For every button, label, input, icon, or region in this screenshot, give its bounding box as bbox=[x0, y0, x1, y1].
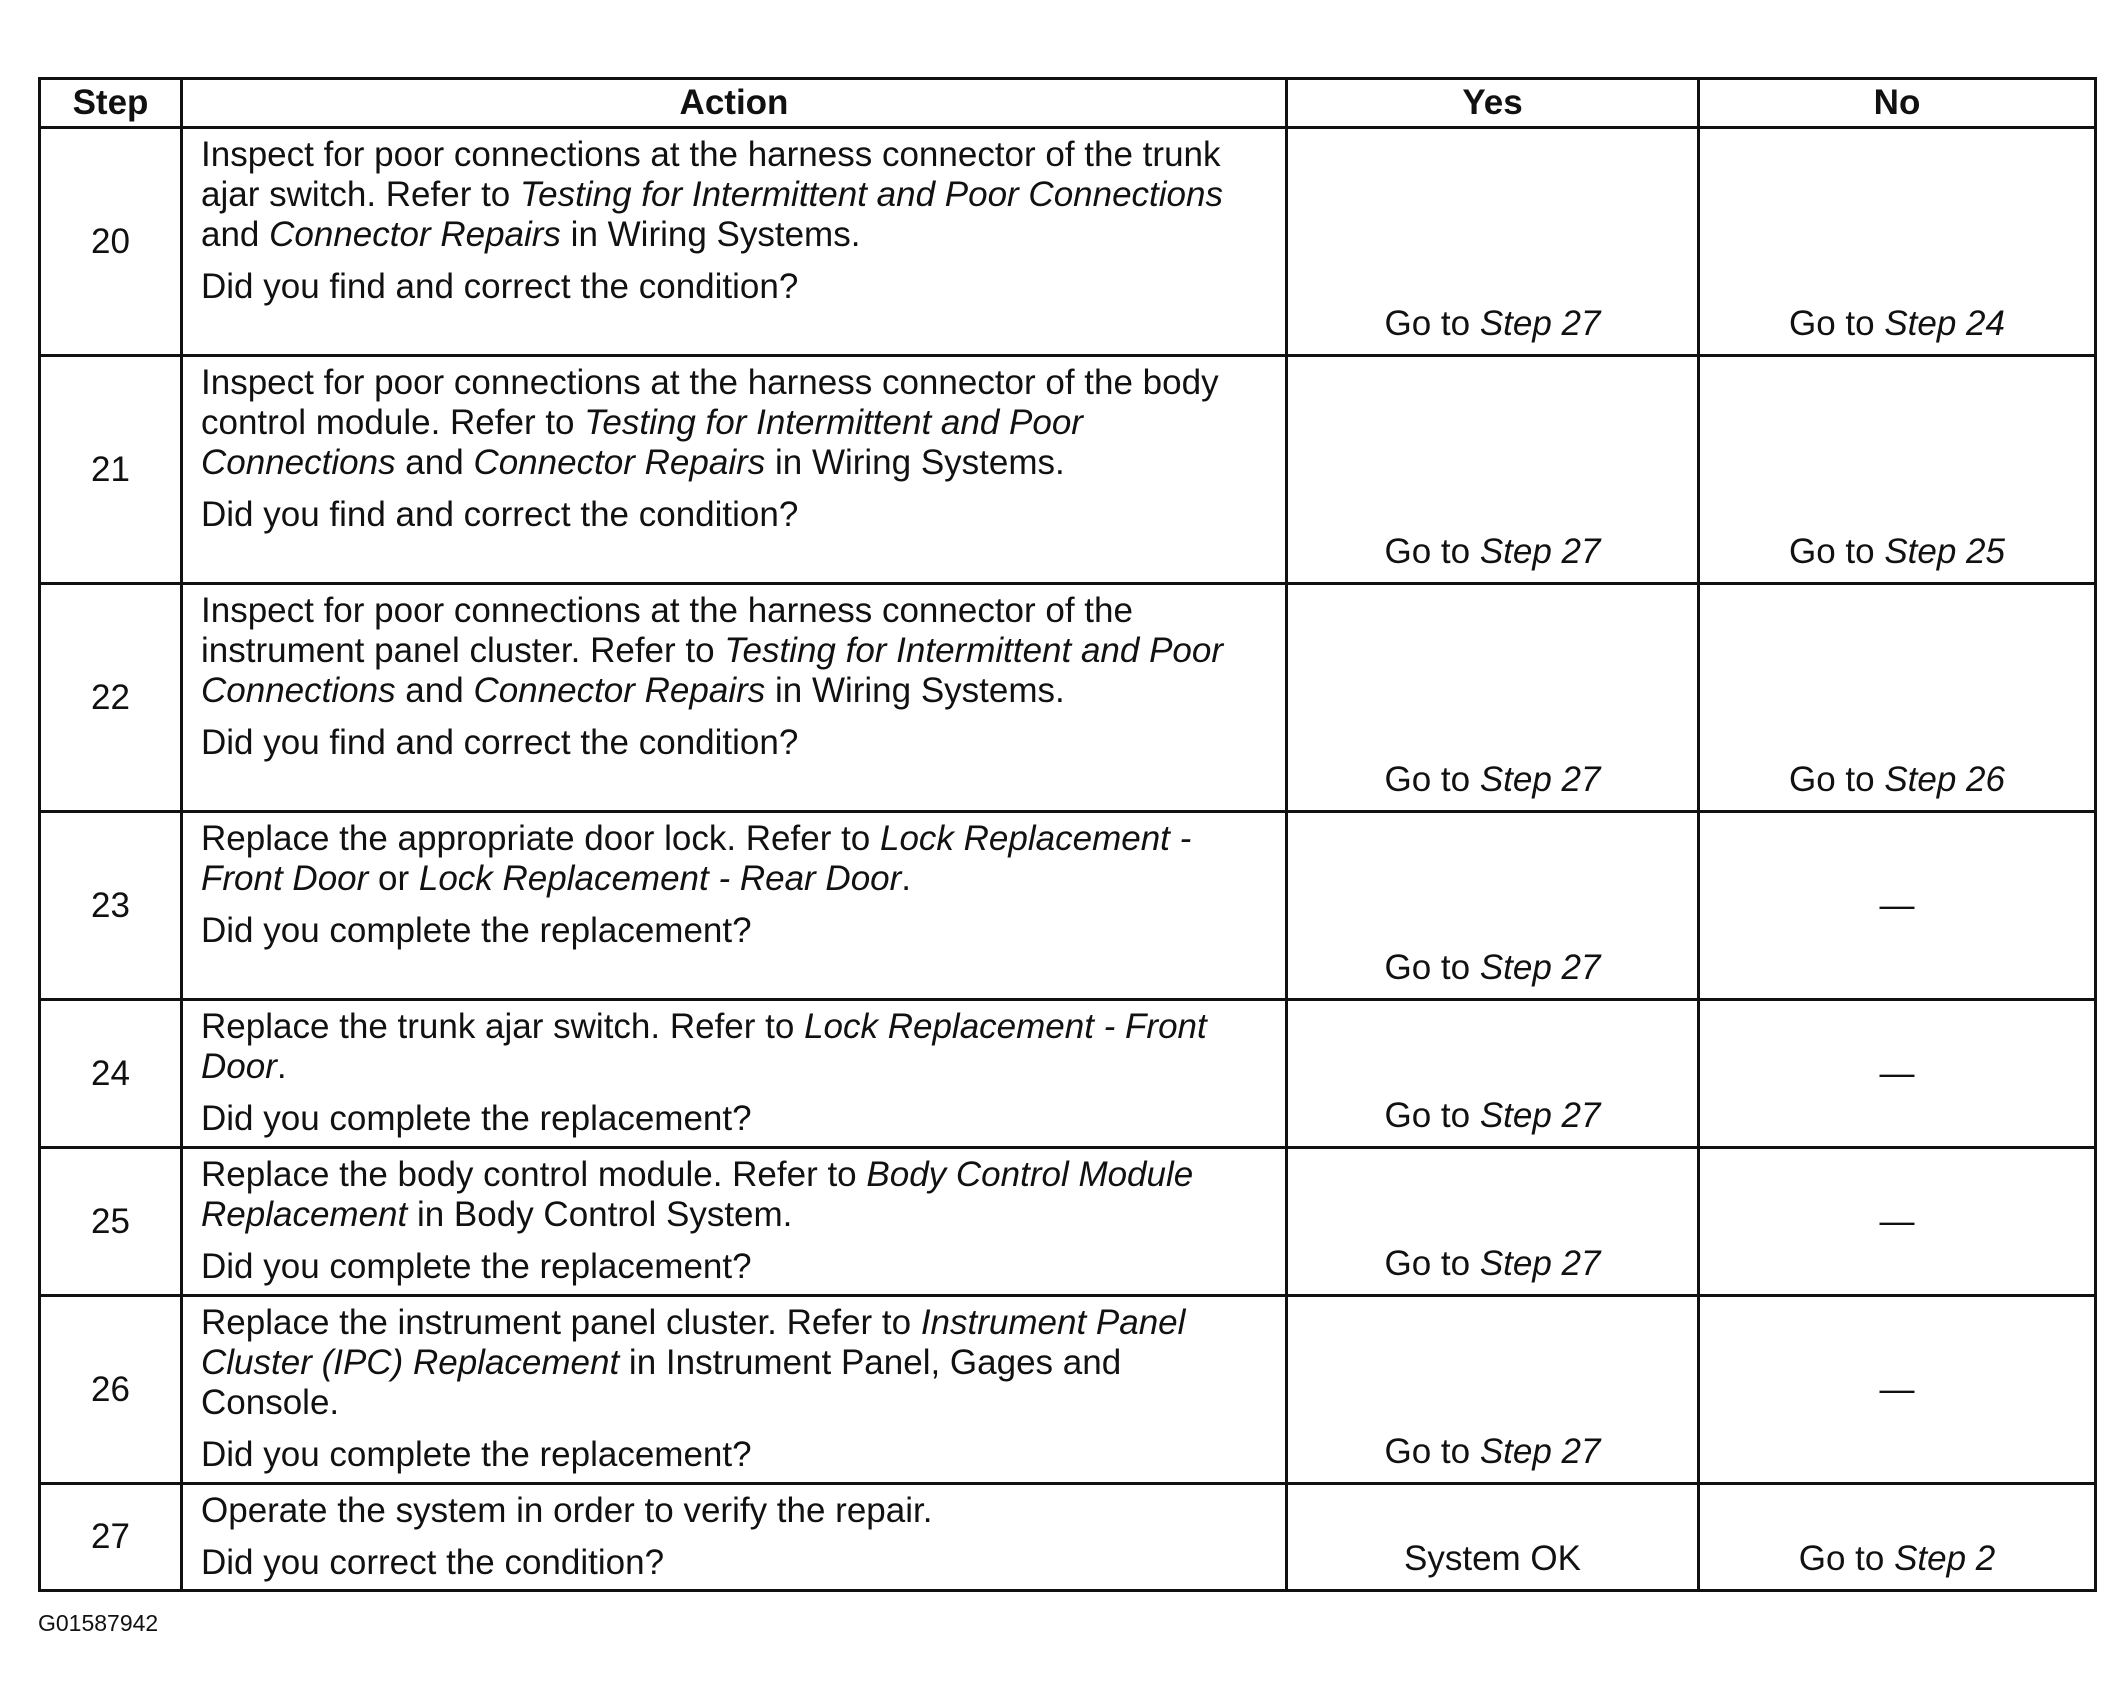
action-cell bbox=[182, 1296, 1287, 1484]
action-segment: Operate the system in order to verify the repair. bbox=[201, 1491, 933, 1530]
question-text: Did you complete the replacement? bbox=[201, 1435, 752, 1474]
action-text bbox=[201, 1303, 1269, 1423]
goto-step-ref: Step 24 bbox=[1884, 304, 2005, 343]
yes-outcome bbox=[1287, 356, 1699, 584]
reference-title: Connector Repairs bbox=[269, 215, 561, 254]
action-segment: Replace the appropriate door lock. Refer to bbox=[201, 819, 880, 858]
question-text: Did you find and correct the condition? bbox=[201, 267, 799, 306]
not-applicable-dash: — bbox=[1879, 1201, 1915, 1241]
header-action: Action bbox=[182, 79, 1287, 128]
goto-prefix: Go to bbox=[1798, 1539, 1895, 1578]
question-text: Did you complete the replacement? bbox=[201, 1099, 752, 1138]
table-row bbox=[40, 128, 2096, 356]
table-row bbox=[40, 1484, 2096, 1591]
action-cell bbox=[182, 584, 1287, 812]
action-segment: in Wiring Systems. bbox=[560, 215, 861, 254]
goto-step-ref: Step 2 bbox=[1894, 1539, 1996, 1578]
yes-outcome bbox=[1287, 1484, 1699, 1591]
figure-id: G01587942 bbox=[38, 1610, 159, 1636]
action-segment: in Instrument Panel, Gages and Console. bbox=[201, 1343, 1122, 1422]
header-yes: Yes bbox=[1287, 79, 1699, 128]
table-row bbox=[40, 1296, 2096, 1484]
action-segment: Replace the instrument panel cluster. Refer to bbox=[201, 1303, 921, 1342]
action-segment: and bbox=[395, 443, 474, 482]
question-text: Did you find and correct the condition? bbox=[201, 723, 799, 762]
yes-outcome bbox=[1287, 1000, 1699, 1148]
goto-step-ref: Step 27 bbox=[1479, 1096, 1601, 1135]
action-cell bbox=[182, 1484, 1287, 1591]
question-text: Did you complete the replacement? bbox=[201, 911, 752, 950]
step-number: 23 bbox=[40, 812, 182, 1000]
step-number: 21 bbox=[40, 356, 182, 584]
goto-prefix: Go to bbox=[1384, 948, 1480, 987]
no-outcome bbox=[1699, 1000, 2096, 1148]
action-text bbox=[201, 1155, 1269, 1235]
question-text: Did you find and correct the condition? bbox=[201, 495, 799, 534]
not-applicable-dash: — bbox=[1879, 1053, 1915, 1093]
action-segment: in Body Control System. bbox=[407, 1195, 793, 1234]
no-outcome bbox=[1699, 1148, 2096, 1296]
reference-title: Instrument Panel Cluster (IPC) Replacement bbox=[201, 1303, 1186, 1382]
action-segment: Replace the body control module. Refer to bbox=[201, 1155, 867, 1194]
step-number: 27 bbox=[40, 1484, 182, 1591]
step-number: 20 bbox=[40, 128, 182, 356]
question-text: Did you complete the replacement? bbox=[201, 1247, 752, 1286]
step-number: 24 bbox=[40, 1000, 182, 1148]
action-text bbox=[201, 1491, 1269, 1531]
table-body bbox=[40, 128, 2096, 1591]
action-segment: Inspect for poor connections at the harness connector of the trunk ajar switch. Refer to bbox=[201, 135, 1221, 214]
goto-step-ref: Step 27 bbox=[1479, 1244, 1601, 1283]
action-cell bbox=[182, 1148, 1287, 1296]
reference-title: Body Control Module Replacement bbox=[201, 1155, 1194, 1234]
goto-prefix: Go to bbox=[1384, 532, 1480, 571]
goto-step-ref: Step 25 bbox=[1884, 532, 2005, 571]
reference-title: Testing for Intermittent and Poor Connections bbox=[201, 403, 1083, 482]
action-segment: . bbox=[901, 859, 912, 898]
no-outcome bbox=[1699, 128, 2096, 356]
goto-prefix: Go to bbox=[1384, 1244, 1480, 1283]
action-segment: Inspect for poor connections at the harness connector of the instrument panel cluster. Refer to bbox=[201, 591, 1133, 670]
goto-step-ref: Step 27 bbox=[1479, 1432, 1601, 1471]
action-segment: in Wiring Systems. bbox=[765, 443, 1065, 482]
reference-title: Testing for Intermittent and Poor Connections bbox=[201, 631, 1224, 710]
yes-outcome bbox=[1287, 1148, 1699, 1296]
reference-title: Lock Replacement - Rear Door bbox=[418, 859, 902, 898]
goto-step-ref: Step 27 bbox=[1479, 532, 1601, 571]
goto-prefix: Go to bbox=[1789, 532, 1885, 571]
goto-prefix: Go to bbox=[1384, 1432, 1480, 1471]
action-cell bbox=[182, 356, 1287, 584]
goto-step-ref: Step 27 bbox=[1479, 760, 1601, 799]
action-segment: . bbox=[276, 1047, 287, 1086]
goto-step-ref: Step 26 bbox=[1884, 760, 2005, 799]
header-step: Step bbox=[40, 79, 182, 128]
table-row bbox=[40, 812, 2096, 1000]
action-cell bbox=[182, 1000, 1287, 1148]
table-row bbox=[40, 1000, 2096, 1148]
goto-prefix: Go to bbox=[1384, 760, 1480, 799]
table-row bbox=[40, 584, 2096, 812]
outcome-text: System OK bbox=[1404, 1539, 1581, 1578]
action-segment: Inspect for poor connections at the harness connector of the body control module. Refer to bbox=[201, 363, 1219, 442]
question-text: Did you correct the condition? bbox=[201, 1543, 665, 1582]
header-no: No bbox=[1699, 79, 2096, 128]
table-header-row bbox=[40, 79, 2096, 128]
reference-title: Connector Repairs bbox=[473, 671, 766, 710]
goto-prefix: Go to bbox=[1384, 1096, 1480, 1135]
action-segment: and bbox=[395, 671, 474, 710]
step-number: 22 bbox=[40, 584, 182, 812]
action-segment: and bbox=[201, 215, 270, 254]
action-text bbox=[201, 591, 1269, 711]
action-text bbox=[201, 135, 1269, 255]
action-cell bbox=[182, 128, 1287, 356]
action-segment: or bbox=[368, 859, 419, 898]
step-number: 25 bbox=[40, 1148, 182, 1296]
goto-prefix: Go to bbox=[1789, 760, 1885, 799]
yes-outcome bbox=[1287, 128, 1699, 356]
yes-outcome bbox=[1287, 584, 1699, 812]
no-outcome bbox=[1699, 1484, 2096, 1591]
no-outcome bbox=[1699, 812, 2096, 1000]
goto-prefix: Go to bbox=[1384, 304, 1480, 343]
goto-prefix: Go to bbox=[1789, 304, 1885, 343]
reference-title: Lock Replacement - Front Door bbox=[201, 819, 1192, 898]
diagnostic-table bbox=[38, 77, 2097, 1592]
not-applicable-dash: — bbox=[1879, 1369, 1915, 1409]
yes-outcome bbox=[1287, 812, 1699, 1000]
action-segment: Replace the trunk ajar switch. Refer to bbox=[201, 1007, 805, 1046]
step-number: 26 bbox=[40, 1296, 182, 1484]
action-text bbox=[201, 819, 1269, 899]
reference-title: Lock Replacement - Front Door bbox=[201, 1007, 1207, 1086]
goto-step-ref: Step 27 bbox=[1479, 948, 1601, 987]
not-applicable-dash: — bbox=[1879, 885, 1915, 925]
no-outcome bbox=[1699, 1296, 2096, 1484]
action-cell bbox=[182, 812, 1287, 1000]
action-segment: in Wiring Systems. bbox=[765, 671, 1065, 710]
reference-title: Connector Repairs bbox=[473, 443, 766, 482]
goto-step-ref: Step 27 bbox=[1479, 304, 1601, 343]
reference-title: Testing for Intermittent and Poor Connections bbox=[520, 175, 1223, 214]
no-outcome bbox=[1699, 584, 2096, 812]
action-text bbox=[201, 363, 1269, 483]
table-row bbox=[40, 1148, 2096, 1296]
yes-outcome bbox=[1287, 1296, 1699, 1484]
action-text bbox=[201, 1007, 1269, 1087]
no-outcome bbox=[1699, 356, 2096, 584]
table-row bbox=[40, 356, 2096, 584]
